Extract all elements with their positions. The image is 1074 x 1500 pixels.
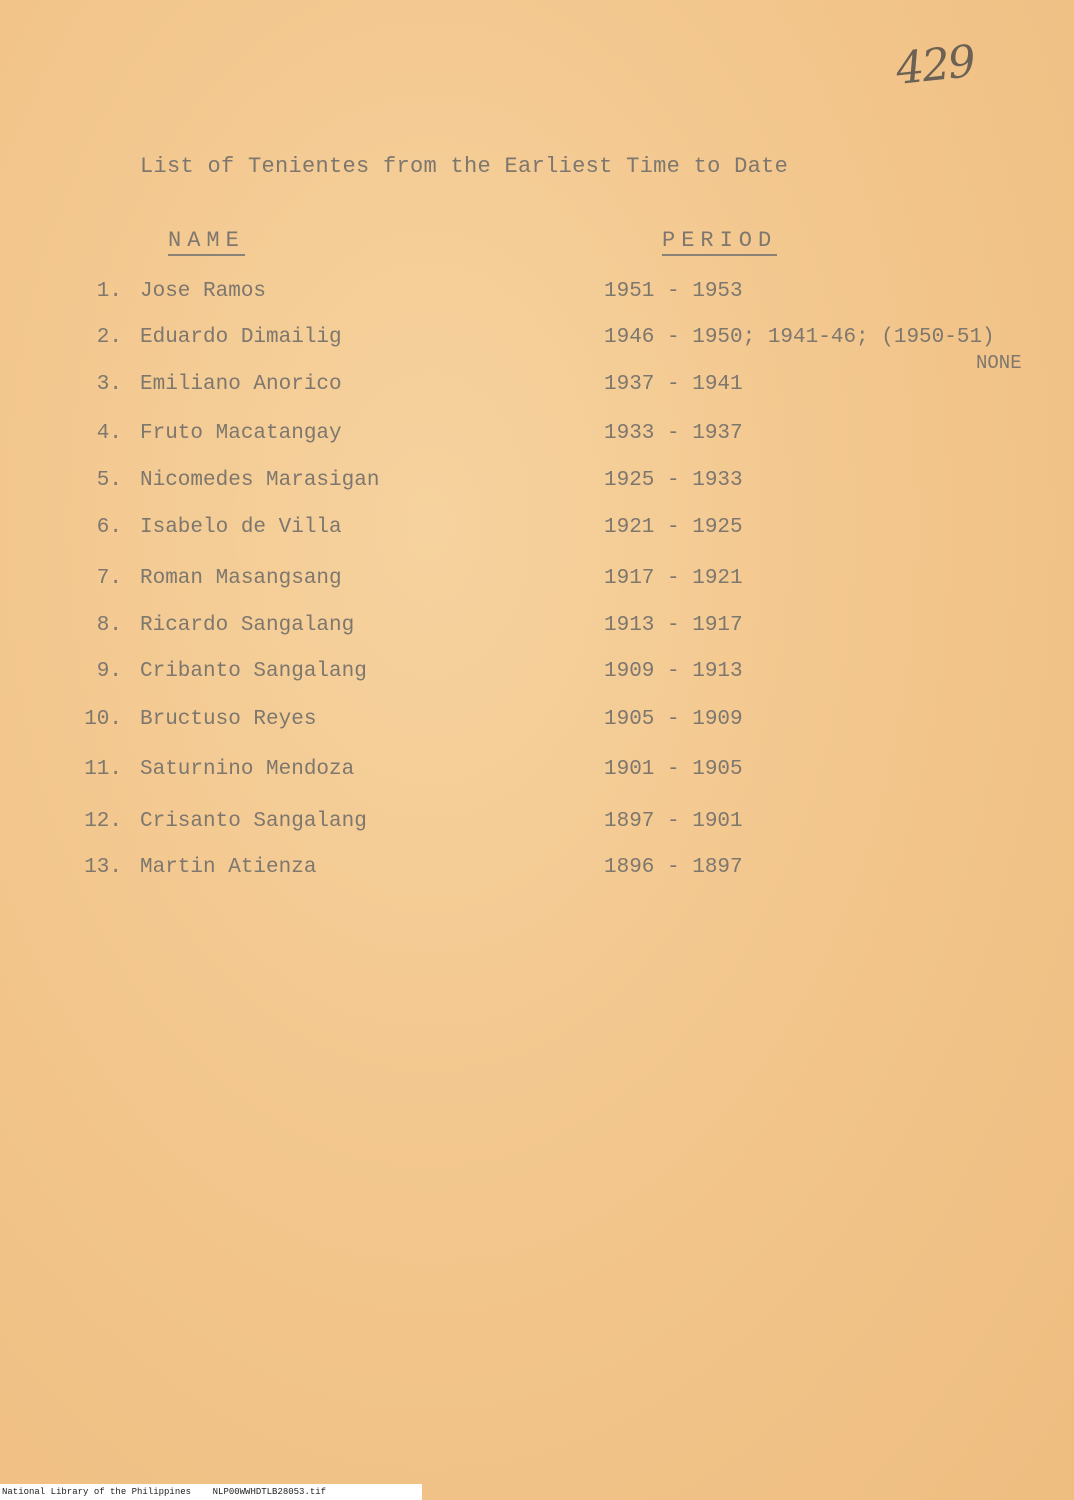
entry-number: 1. xyxy=(96,280,122,303)
entry-number: 7. xyxy=(96,567,122,590)
list-item xyxy=(0,567,1074,597)
entry-name: Eduardo Dimailig xyxy=(140,326,342,349)
entry-period: 1905 - 1909 xyxy=(604,708,743,731)
list-item xyxy=(0,422,1074,452)
entry-number: 10. xyxy=(84,708,122,731)
list-item xyxy=(0,516,1074,546)
entry-number: 4. xyxy=(96,422,122,445)
entry-name: Nicomedes Marasigan xyxy=(140,469,380,492)
list-item xyxy=(0,614,1074,644)
entry-name: Jose Ramos xyxy=(140,280,267,303)
list-item xyxy=(0,856,1074,886)
entry-period: 1937 - 1941 xyxy=(604,373,743,396)
entry-number: 5. xyxy=(96,469,122,492)
entry-period: 1909 - 1913 xyxy=(604,660,743,683)
entry-number: 6. xyxy=(96,516,122,539)
entry-number: 13. xyxy=(84,856,122,879)
entry-period: 1946 - 1950; 1941-46; (1950-51) xyxy=(604,326,995,349)
scan-footer xyxy=(0,1484,422,1500)
entry-period: 1913 - 1917 xyxy=(604,614,743,637)
entry-period: 1921 - 1925 xyxy=(604,516,743,539)
entry-period: 1897 - 1901 xyxy=(604,810,743,833)
entry-period: 1917 - 1921 xyxy=(604,567,743,590)
list-item xyxy=(0,326,1074,356)
entry-name: Cribanto Sangalang xyxy=(140,660,367,683)
entry-name: Ricardo Sangalang xyxy=(140,614,355,637)
entry-number: 8. xyxy=(96,614,122,637)
list-item xyxy=(0,660,1074,690)
column-header-name: NAME xyxy=(168,228,245,256)
document-title: List of Tenientes from the Earliest Time to Date xyxy=(140,154,789,179)
list-item xyxy=(0,810,1074,840)
footer-library: National Library of the Philippines xyxy=(2,1487,192,1497)
footer-filename: NLP00WWHDTLB28053.tif xyxy=(212,1487,327,1497)
entry-name: Fruto Macatangay xyxy=(140,422,342,445)
entry-name: Roman Masangsang xyxy=(140,567,342,590)
list-item xyxy=(0,708,1074,738)
list-item xyxy=(0,373,1074,403)
entry-name: Emiliano Anorico xyxy=(140,373,342,396)
entry-name: Bructuso Reyes xyxy=(140,708,317,731)
list-item xyxy=(0,280,1074,310)
entry-period: 1901 - 1905 xyxy=(604,758,743,781)
entry-period: 1925 - 1933 xyxy=(604,469,743,492)
list-item xyxy=(0,469,1074,499)
period-note: NONE xyxy=(976,352,1022,374)
entry-name: Crisanto Sangalang xyxy=(140,810,367,833)
entry-period: 1951 - 1953 xyxy=(604,280,743,303)
list-item xyxy=(0,758,1074,788)
entry-number: 9. xyxy=(96,660,122,683)
entry-number: 2. xyxy=(96,326,122,349)
entry-number: 3. xyxy=(96,373,122,396)
entry-number: 11. xyxy=(84,758,122,781)
entry-name: Isabelo de Villa xyxy=(140,516,342,539)
entry-number: 12. xyxy=(84,810,122,833)
entry-period: 1896 - 1897 xyxy=(604,856,743,879)
column-header-period: PERIOD xyxy=(662,228,777,256)
page-number: 429 xyxy=(893,36,977,95)
entry-period: 1933 - 1937 xyxy=(604,422,743,445)
entry-name: Martin Atienza xyxy=(140,856,317,879)
entry-name: Saturnino Mendoza xyxy=(140,758,355,781)
